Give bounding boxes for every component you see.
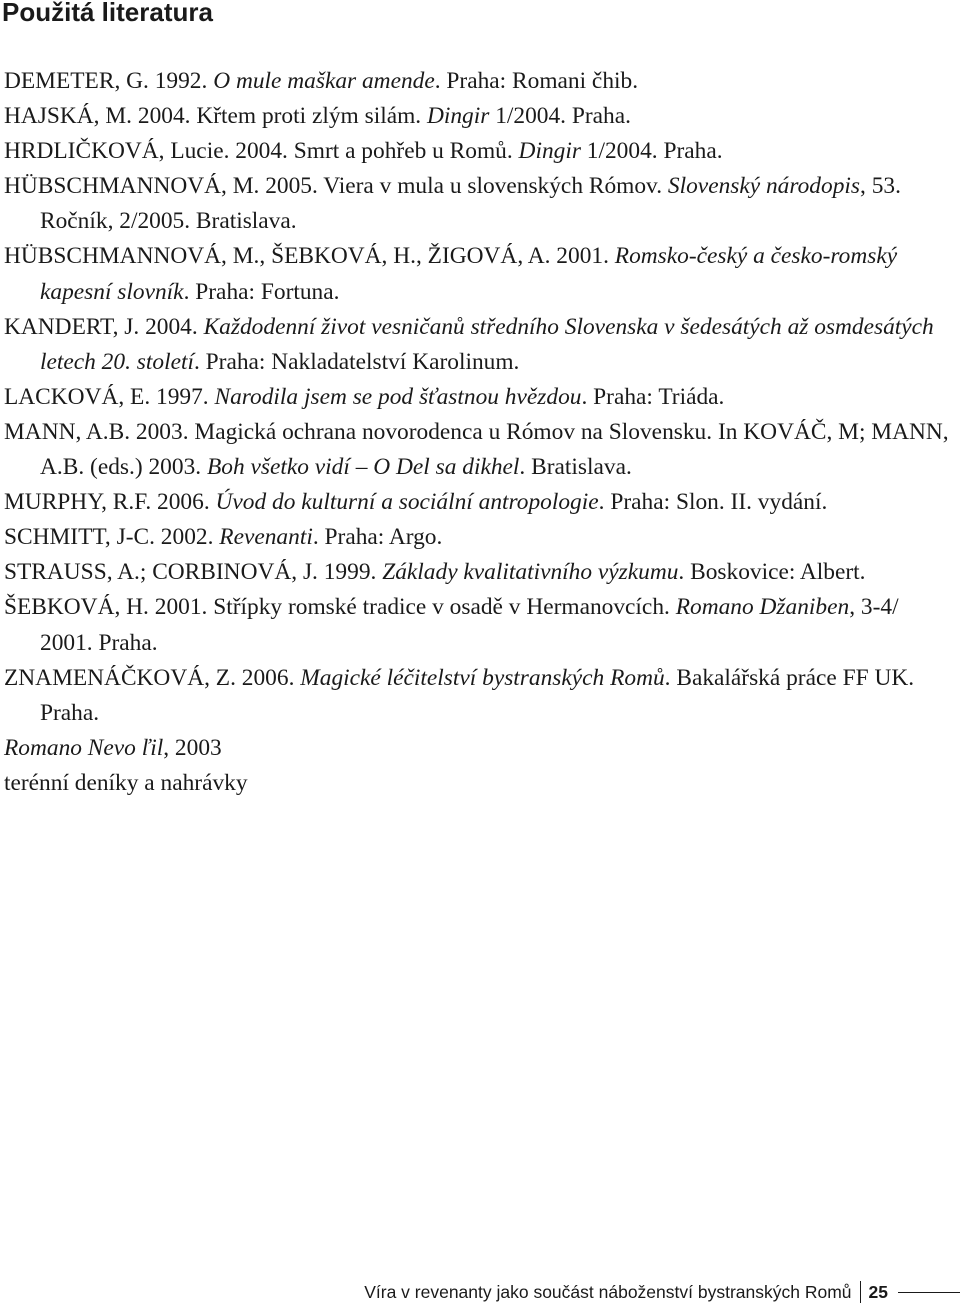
entry-text: . Praha: Romani čhib. xyxy=(434,68,639,94)
entry-text: HRDLIČKOVÁ, Lucie. 2004. Smrt a pohřeb u Romů. xyxy=(4,138,519,165)
entry-text: terénní deníky a nahrávky xyxy=(4,769,248,796)
entry-title-italic: Revenanti xyxy=(219,524,313,551)
running-title: Víra v revenanty jako součást náboženství bystranských Romů xyxy=(364,1281,852,1302)
entry-text: SCHMITT, J-C. 2002. xyxy=(4,524,220,551)
bibliography-entry xyxy=(4,766,956,801)
entry-text: MURPHY, R.F. 2006. xyxy=(4,489,216,516)
entry-text: HÜBSCHMANNOVÁ, M., ŠEBKOVÁ, H., ŽIGOVÁ, A. 2001. xyxy=(4,243,615,270)
bibliography-entry xyxy=(4,99,956,134)
entry-text: ZNAMENÁČKOVÁ, Z. 2006. xyxy=(4,664,301,691)
page-footer xyxy=(364,1276,960,1308)
entry-title-italic: Romsko-český a česko-romský kapesní slovník xyxy=(40,243,898,305)
entry-title-italic: Narodila jsem se pod šťastnou hvězdou xyxy=(214,383,582,410)
entry-title-italic: Romano Nevo ľil xyxy=(4,734,164,761)
bibliography-entry xyxy=(4,134,956,169)
entry-title-italic: Magické léčitelství bystranských Romů xyxy=(300,664,665,691)
bibliography-entry xyxy=(4,590,956,660)
bibliography-list xyxy=(4,64,956,801)
entry-text: KANDERT, J. 2004. xyxy=(4,313,204,340)
bibliography-entry xyxy=(4,169,956,239)
entry-text: , 3-4/ 2001. Praha. xyxy=(40,594,899,656)
page-heading: Použitá literatura xyxy=(2,0,213,27)
entry-text: . Praha: Slon. II. vydání. xyxy=(598,489,828,516)
entry-text: . Bratislava. xyxy=(519,454,632,481)
bibliography-entry xyxy=(4,310,956,380)
entry-text: . Praha: Nakladatelství Karolinum. xyxy=(193,348,520,375)
page-number: 25 xyxy=(868,1281,888,1302)
footer-rule xyxy=(898,1292,960,1293)
entry-text: HAJSKÁ, M. 2004. Křtem proti zlým silám. xyxy=(4,103,427,130)
footer-separator xyxy=(860,1281,861,1303)
entry-title-italic: Základy kvalitativního výzkumu xyxy=(382,559,679,586)
entry-text: MANN, A.B. 2003. Magická ochrana novorodenca u Rómov na Slovensku. In KOVÁČ, M; MANN, A.B. (eds.) 2003. xyxy=(4,418,949,481)
entry-title-italic: Slovenský národopis xyxy=(667,173,860,200)
entry-text: LACKOVÁ, E. 1997. xyxy=(4,383,215,410)
entry-text: DEMETER, G. 1992. xyxy=(4,68,214,94)
bibliography-entry xyxy=(4,520,956,555)
entry-title-italic: Romano Džaniben xyxy=(675,594,850,621)
bibliography-entry xyxy=(4,415,956,485)
entry-title-italic: Dingir xyxy=(426,103,490,130)
entry-text: ŠEBKOVÁ, H. 2001. Střípky romské tradice v osadě v Hermanovcích. xyxy=(4,594,676,621)
entry-text: , 2003 xyxy=(163,734,222,761)
entry-text: 1/2004. Praha. xyxy=(489,103,631,130)
entry-text: , 53. Ročník, 2/2005. Bratislava. xyxy=(40,173,901,235)
entry-title-italic: O mule maškar amende xyxy=(213,68,435,94)
bibliography-entry xyxy=(4,64,956,99)
entry-text: . Boskovice: Albert. xyxy=(678,559,866,586)
entry-text: . Bakalářská práce FF UK. Praha. xyxy=(40,664,915,726)
bibliography-entry xyxy=(4,555,956,590)
bibliography-entry xyxy=(4,380,956,415)
entry-title-italic: Boh všetko vidí – O Del sa dikhel xyxy=(206,454,520,481)
entry-text: . Praha: Triáda. xyxy=(581,383,725,410)
entry-title-italic: Dingir xyxy=(518,138,581,165)
entry-text: . Praha: Argo. xyxy=(312,524,443,551)
entry-text: . Praha: Fortuna. xyxy=(183,278,340,305)
entry-text: HÜBSCHMANNOVÁ, M. 2005. Viera v mula u slovenských Rómov. xyxy=(4,173,668,200)
entry-text: 1/2004. Praha. xyxy=(580,138,723,165)
entry-title-italic: Každodenní život vesničanů středního Slovenska v šedesátých až osmdesátých letech 20. století xyxy=(40,313,934,375)
bibliography-entry xyxy=(4,661,956,731)
entry-text: STRAUSS, A.; CORBINOVÁ, J. 1999. xyxy=(4,559,383,586)
bibliography-entry xyxy=(4,239,956,309)
bibliography-entry xyxy=(4,485,956,520)
bibliography-entry xyxy=(4,731,956,766)
entry-title-italic: Úvod do kulturní a sociální antropologie xyxy=(215,489,599,516)
